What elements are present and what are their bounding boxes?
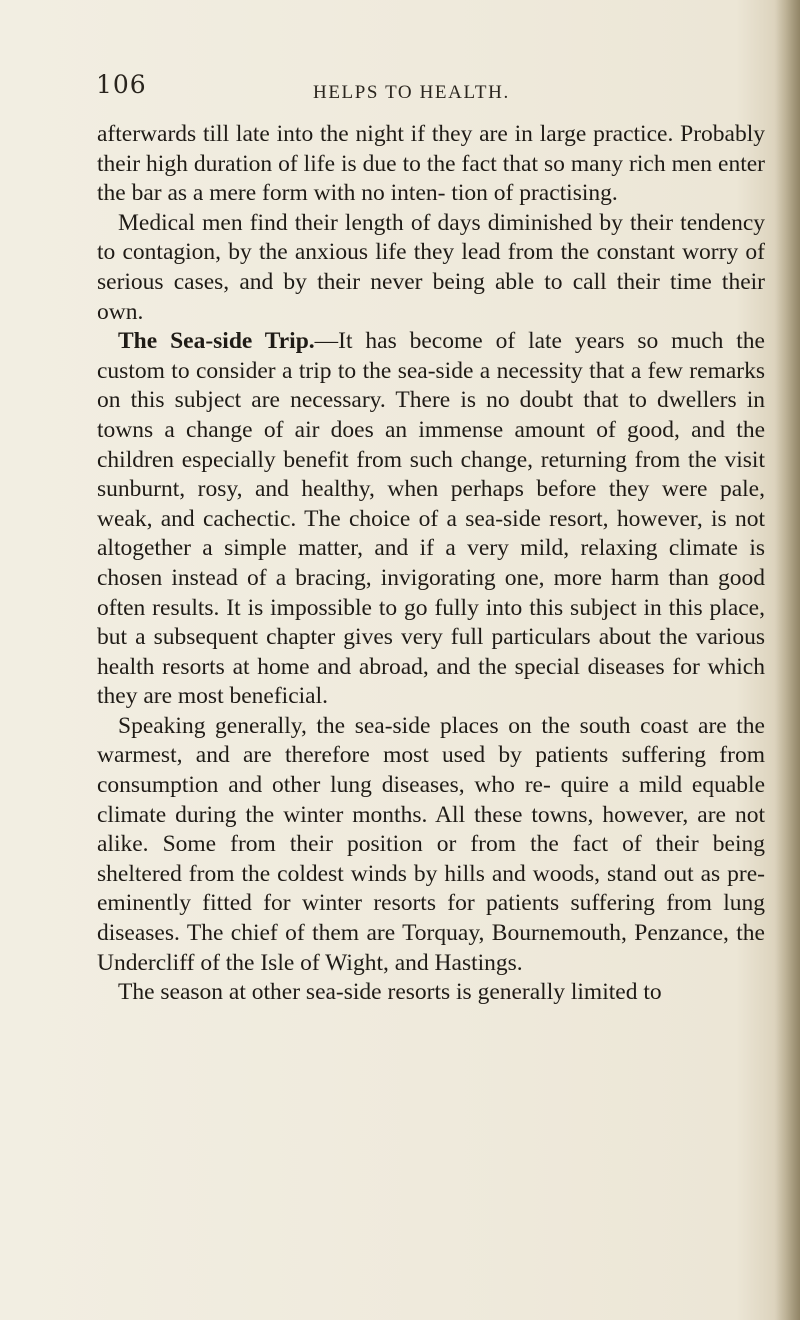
running-title: HELPS TO HEALTH. bbox=[313, 82, 510, 103]
paragraph-5: The season at other sea-side resorts is generally limited to bbox=[118, 979, 662, 1006]
body-text bbox=[97, 120, 765, 1008]
running-head bbox=[96, 72, 756, 108]
paragraph-1: afterwards till late into the night if they are in large practice. Probably their high duration of life is due to the fact that so many rich men enter the bar as a mere form with no inten- tion of practising. bbox=[97, 121, 765, 207]
paragraph-3-text: —It has become of late years so much the custom to consider a trip to the sea-side a necessity that a few remarks on this subject are necessary. There is no doubt that to dwellers in towns a change of air does an immense amount of good, and the children especially benefit from such change, returning from the visit sunburnt, rosy, and healthy, when perhaps before they were pale, weak, and cachectic. The choice of a sea-side resort, however, is not altogether a simple matter, and if a very mild, relaxing climate is chosen instead of a bracing, invigorating one, more harm than good often results. It is impossible to go fully into this subject in this place, but a subsequent chapter gives very full particulars about the various health resorts at home and abroad, and the special diseases for which they are most beneficial. bbox=[97, 328, 765, 710]
paragraph-2: Medical men find their length of days diminished by their tendency to contagion, by the anxious life they lead from the constant worry of serious cases, and by their never being able to call their time their own. bbox=[97, 209, 765, 325]
page-edge-shadow bbox=[774, 0, 800, 1320]
section-heading-sea-side-trip: The Sea-side Trip. bbox=[118, 328, 315, 355]
paragraph-3 bbox=[97, 327, 765, 712]
page-number: 106 bbox=[96, 70, 147, 99]
paragraph-4: Speaking generally, the sea-side places on the south coast are the warmest, and are therefore most used by patients suffering from consumption and other lung diseases, who re- quire a mild equable climate during the winter months. All these towns, however, are not alike. Some from their position or from the fact of their being sheltered from the coldest winds by hills and woods, stand out as pre-eminently fitted for winter resorts for patients suffering from lung diseases. The chief of them are Torquay, Bournemouth, Penzance, the Undercliff of the Isle of Wight, and Hastings. bbox=[97, 712, 765, 976]
